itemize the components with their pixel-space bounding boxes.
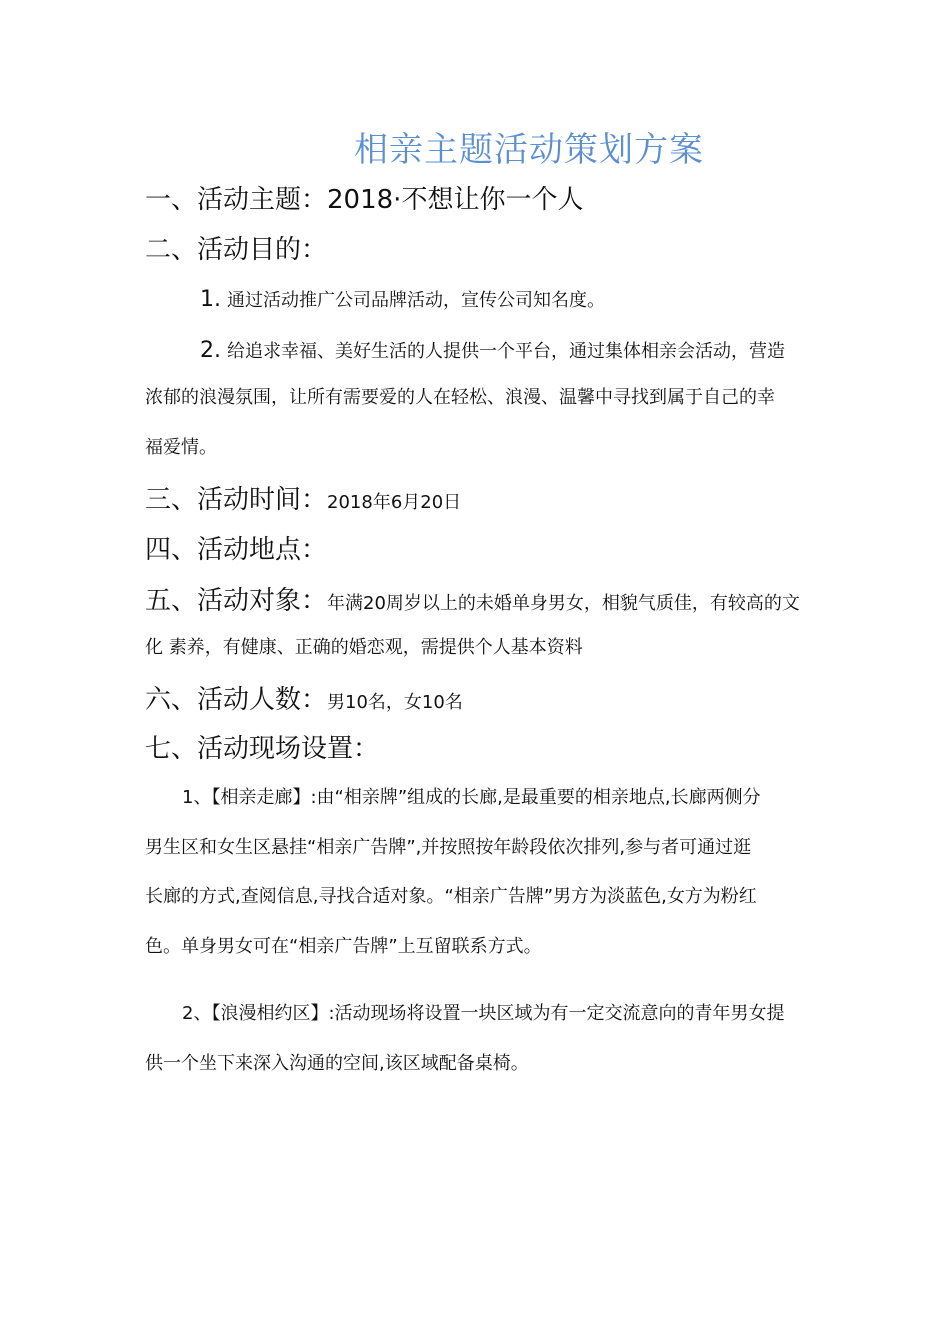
section-count — [145, 682, 463, 721]
count-value: 男10名，女10名 — [327, 692, 463, 713]
theme-value: 2018·不想让你一个人 — [327, 185, 584, 215]
purpose-item-2-text-1: 给追求幸福、美好生活的人提供一个平台，通过集体相亲会活动，营造 — [227, 341, 785, 362]
setup-item-1-line3: 长廊的方式,查阅信息,寻找合适对象。“相亲广告牌”男方为淡蓝色,女方为粉红 — [145, 886, 757, 907]
document-title: 相亲主题活动策划方案 — [354, 130, 704, 170]
section-target — [145, 583, 800, 622]
target-line-2: 化 素养，有健康、正确的婚恋观，需提供个人基本资料 — [145, 637, 583, 658]
purpose-item-1 — [200, 287, 810, 314]
time-heading: 三、活动时间： — [145, 485, 328, 515]
purpose-item-2-line1 — [200, 338, 810, 365]
count-heading: 六、活动人数： — [145, 685, 328, 715]
purpose-item-2-line3: 福爱情。 — [145, 437, 217, 458]
section-time — [145, 482, 461, 521]
setup-item-1-line4: 色。单身男女可在“相亲广告牌”上互留联系方式。 — [145, 936, 542, 957]
section-place-heading: 四、活动地点： — [145, 535, 328, 565]
section-purpose-heading: 二、活动目的： — [145, 235, 328, 265]
theme-heading: 一、活动主题： — [145, 185, 328, 215]
purpose-item-1-number: 1. — [200, 287, 221, 312]
setup-item-2-line1: 2、【浪漫相约区】:活动现场将设置一块区域为有一定交流意向的青年男女提 — [182, 1003, 785, 1024]
setup-item-1-line1: 1、【相亲走廊】:由“相亲牌”组成的长廊,是最重要的相亲地点,长廊两侧分 — [182, 787, 761, 808]
purpose-item-2-line2: 浓郁的浪漫氛围，让所有需要爱的人在轻松、浪漫、温馨中寻找到属于自己的幸 — [145, 387, 775, 408]
purpose-item-2-number: 2. — [200, 338, 221, 363]
target-line-1: 年满20周岁以上的未婚单身男女，相貌气质佳，有较高的文 — [327, 593, 800, 614]
purpose-item-1-text: 通过活动推广公司品牌活动，宣传公司知名度。 — [227, 290, 605, 311]
setup-item-2-line2: 供一个坐下来深入沟通的空间,该区域配备桌椅。 — [145, 1053, 529, 1074]
section-setup-heading: 七、活动现场设置： — [145, 734, 380, 764]
target-heading: 五、活动对象： — [145, 586, 328, 616]
setup-item-1-line2: 男生区和女生区悬挂“相亲广告牌”,并按照按年龄段依次排列,参与者可通过逛 — [145, 837, 752, 858]
time-value: 2018年6月20日 — [327, 492, 462, 513]
section-theme — [145, 182, 583, 218]
